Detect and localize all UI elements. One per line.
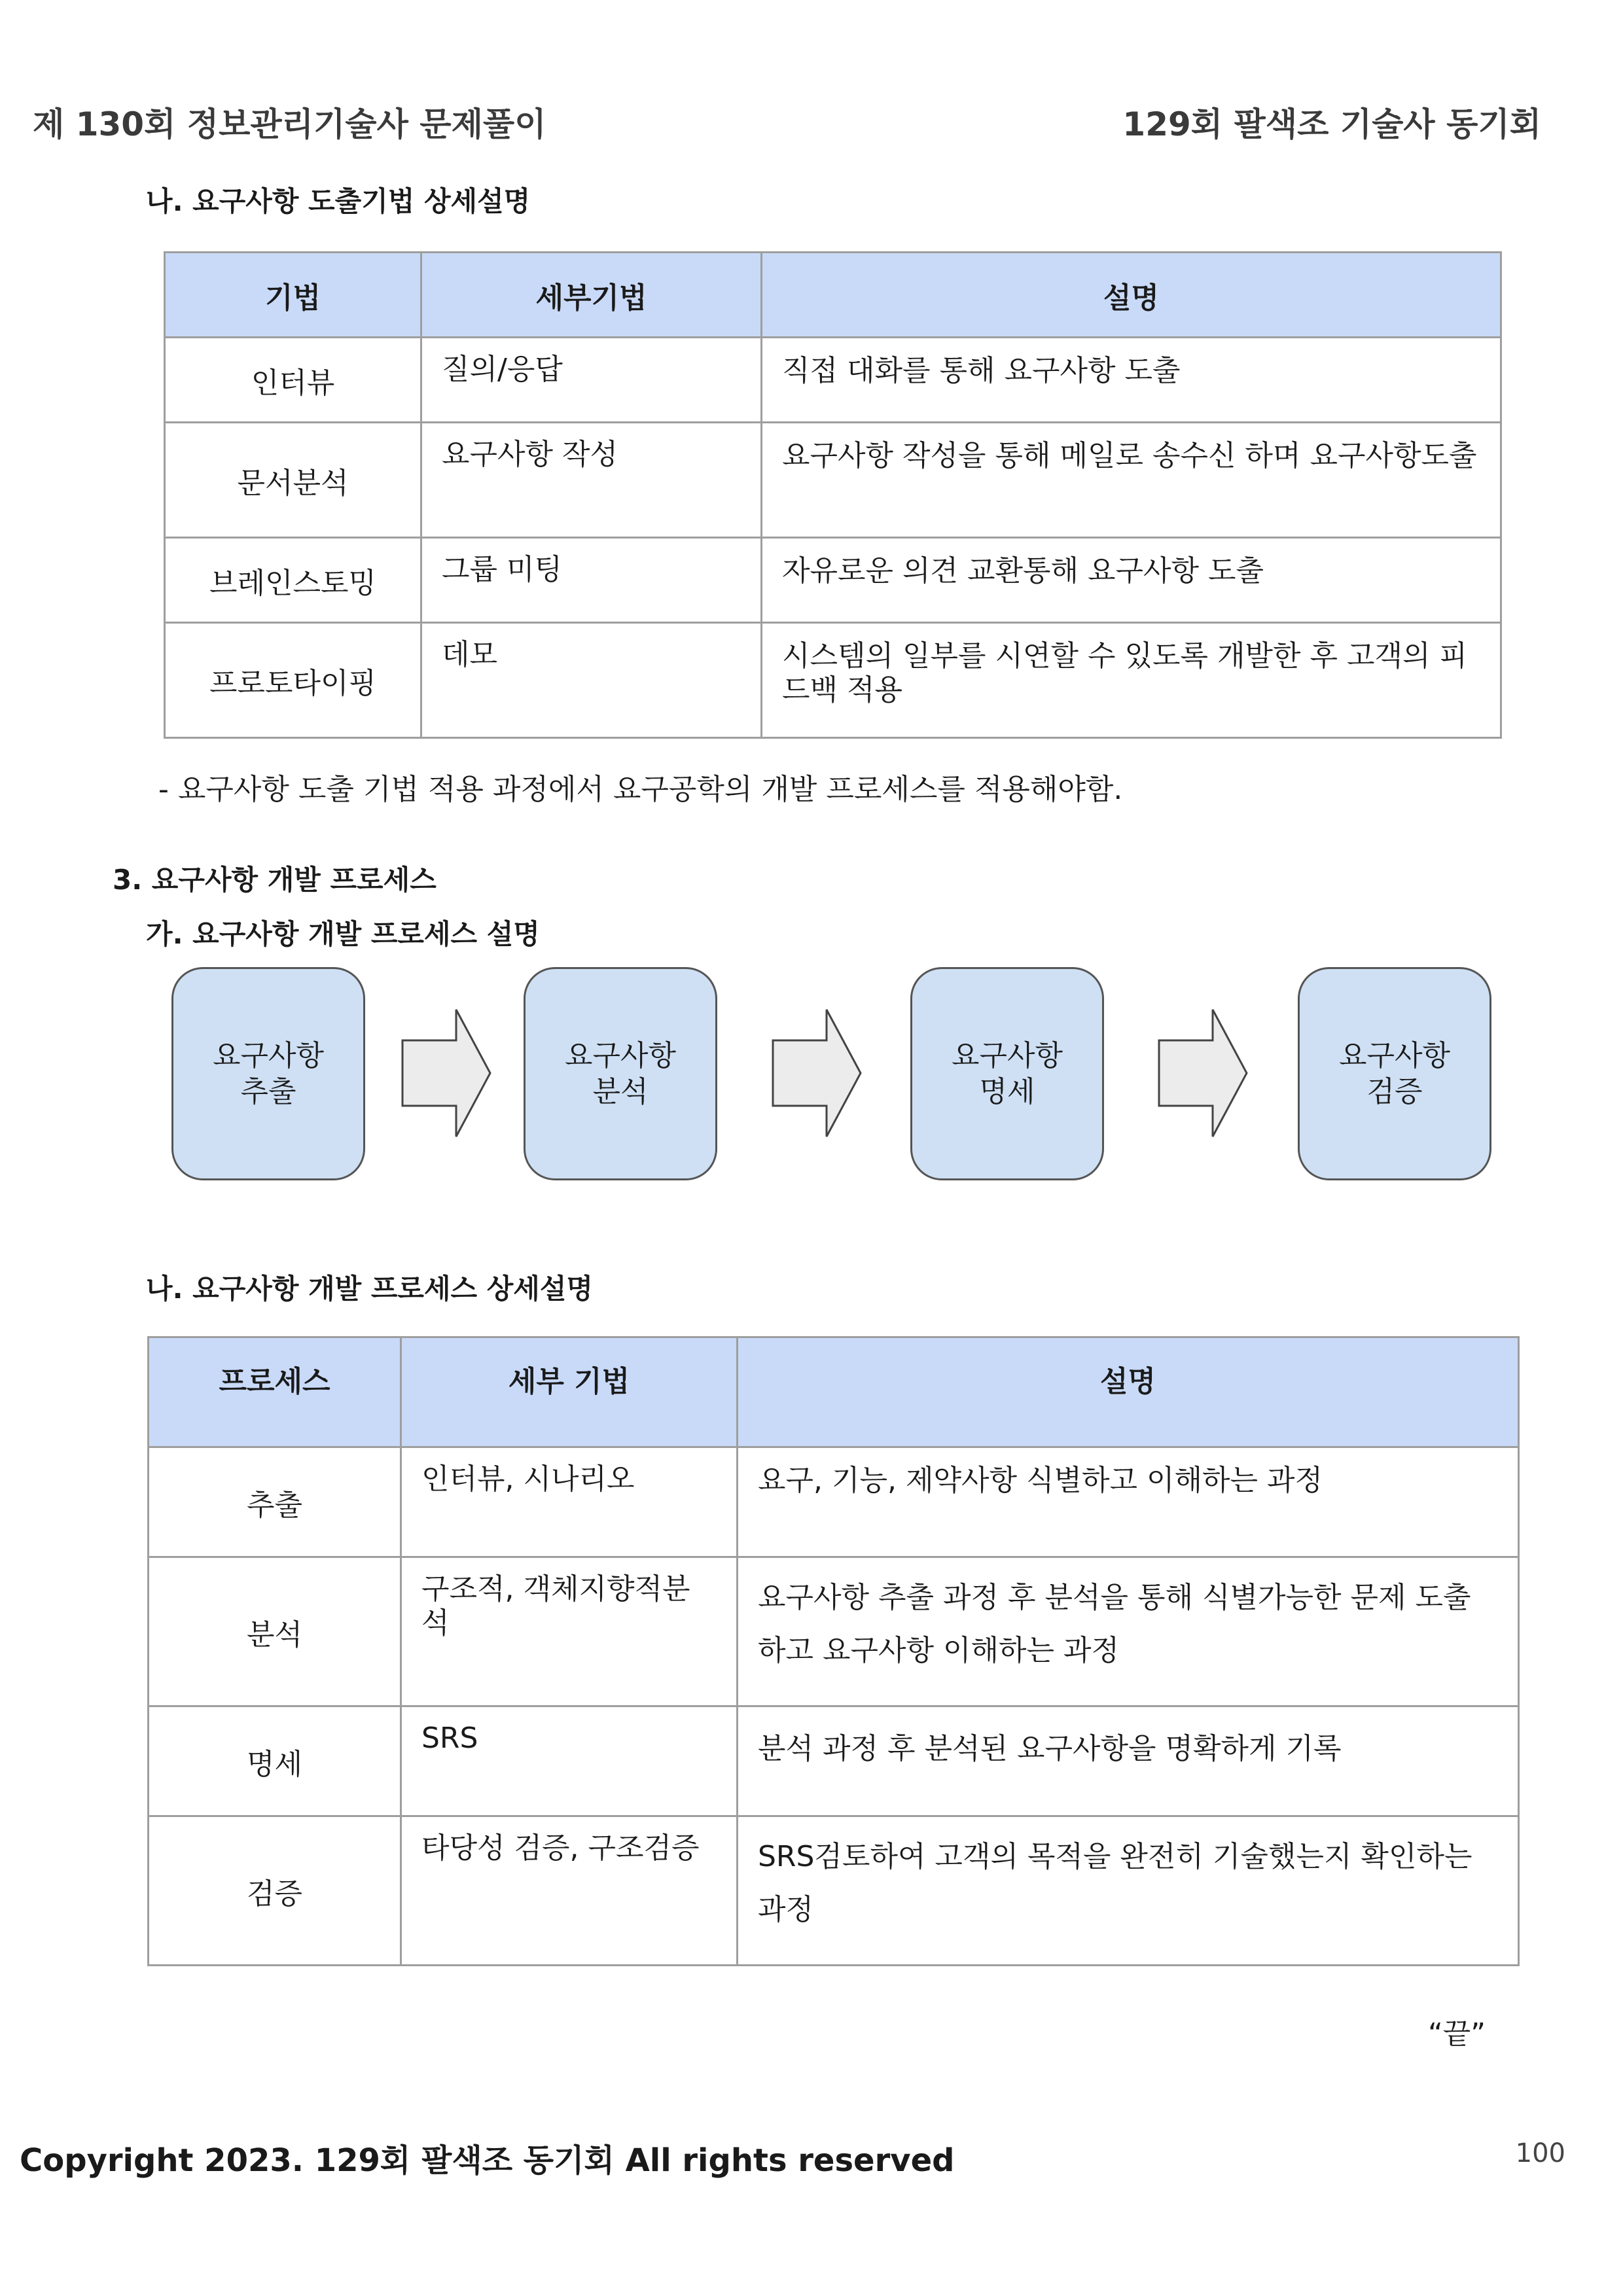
- detail-cell: 데모: [421, 623, 762, 738]
- detail-cell: 그룹 미팅: [421, 538, 762, 623]
- header-right-title: 129회 팔색조 기술사 동기회: [1122, 105, 1541, 143]
- description-cell: 자유로운 의견 교환통해 요구사항 도출: [762, 538, 1501, 623]
- technique-cell: 브레인스토밍: [165, 538, 421, 623]
- technique-cell: 타당성 검증, 구조검증: [401, 1816, 738, 1966]
- table-row: [149, 1557, 1519, 1706]
- technique-cell: 문서분석: [165, 423, 421, 538]
- table-row: [165, 538, 1501, 623]
- process-cell: 분석: [149, 1557, 401, 1706]
- end-mark: “끝”: [1428, 2017, 1486, 2051]
- section-elicitation-title: 나. 요구사항 도출기법 상세설명: [146, 185, 531, 217]
- table-row: [165, 623, 1501, 738]
- page-number: 100: [1515, 2138, 1565, 2168]
- process-step-extraction: 요구사항 추출: [171, 967, 365, 1180]
- header-left-title: 제 130회 정보관리기술사 문제풀이: [33, 105, 546, 143]
- process-step-specification: 요구사항 명세: [910, 967, 1104, 1180]
- description-cell: 요구사항 작성을 통해 메일로 송수신 하며 요구사항도출: [762, 423, 1501, 538]
- technique-cell: 구조적, 객체지향적분석: [401, 1557, 738, 1706]
- table-row: [165, 338, 1501, 423]
- elicitation-technique-table: [164, 251, 1502, 739]
- description-cell: 시스템의 일부를 시연할 수 있도록 개발한 후 고객의 피드백 적용: [762, 623, 1501, 738]
- technique-cell: 인터뷰, 시나리오: [401, 1447, 738, 1557]
- table-row: [149, 1447, 1519, 1557]
- technique-cell: 프로토타이핑: [165, 623, 421, 738]
- process-cell: 추출: [149, 1447, 401, 1557]
- footer-copyright: Copyright 2023. 129회 팔색조 동기회 All rights reserved: [20, 2142, 955, 2179]
- process-cell: 명세: [149, 1706, 401, 1816]
- table-row: [165, 423, 1501, 538]
- detail-cell: 질의/응답: [421, 338, 762, 423]
- description-cell: 요구, 기능, 제약사항 식별하고 이해하는 과정: [738, 1447, 1519, 1557]
- arrow-right-icon: [1157, 1008, 1249, 1139]
- section-process-subtitle: 가. 요구사항 개발 프로세스 설명: [146, 918, 540, 950]
- technique-cell: 인터뷰: [165, 338, 421, 423]
- process-cell: 검증: [149, 1816, 401, 1966]
- description-cell: SRS검토하여 고객의 목적을 완전히 기술했는지 확인하는 과정: [738, 1816, 1519, 1966]
- column-header: 세부 기법: [401, 1337, 738, 1447]
- column-header: 프로세스: [149, 1337, 401, 1447]
- table-row: [149, 1816, 1519, 1966]
- arrow-right-icon: [401, 1008, 492, 1139]
- column-header: 세부기법: [421, 253, 762, 338]
- process-note: - 요구사항 도출 기법 적용 과정에서 요구공학의 개발 프로세스를 적용해야함.: [158, 773, 1123, 806]
- description-cell: 직접 대화를 통해 요구사항 도출: [762, 338, 1501, 423]
- process-detail-table: [147, 1336, 1520, 1966]
- detail-cell: 요구사항 작성: [421, 423, 762, 538]
- description-cell: 요구사항 추출 과정 후 분석을 통해 식별가능한 문제 도출하고 요구사항 이해하는 과정: [738, 1557, 1519, 1706]
- process-step-validation: 요구사항 검증: [1298, 967, 1491, 1180]
- process-step-analysis: 요구사항 분석: [524, 967, 717, 1180]
- table-row: [149, 1706, 1519, 1816]
- description-cell: 분석 과정 후 분석된 요구사항을 명확하게 기록: [738, 1706, 1519, 1816]
- column-header: 설명: [738, 1337, 1519, 1447]
- section-process-detail-title: 나. 요구사항 개발 프로세스 상세설명: [146, 1273, 594, 1305]
- arrow-right-icon: [771, 1008, 863, 1139]
- section-process-title: 3. 요구사항 개발 프로세스: [113, 864, 437, 896]
- column-header: 기법: [165, 253, 421, 338]
- technique-cell: SRS: [401, 1706, 738, 1816]
- column-header: 설명: [762, 253, 1501, 338]
